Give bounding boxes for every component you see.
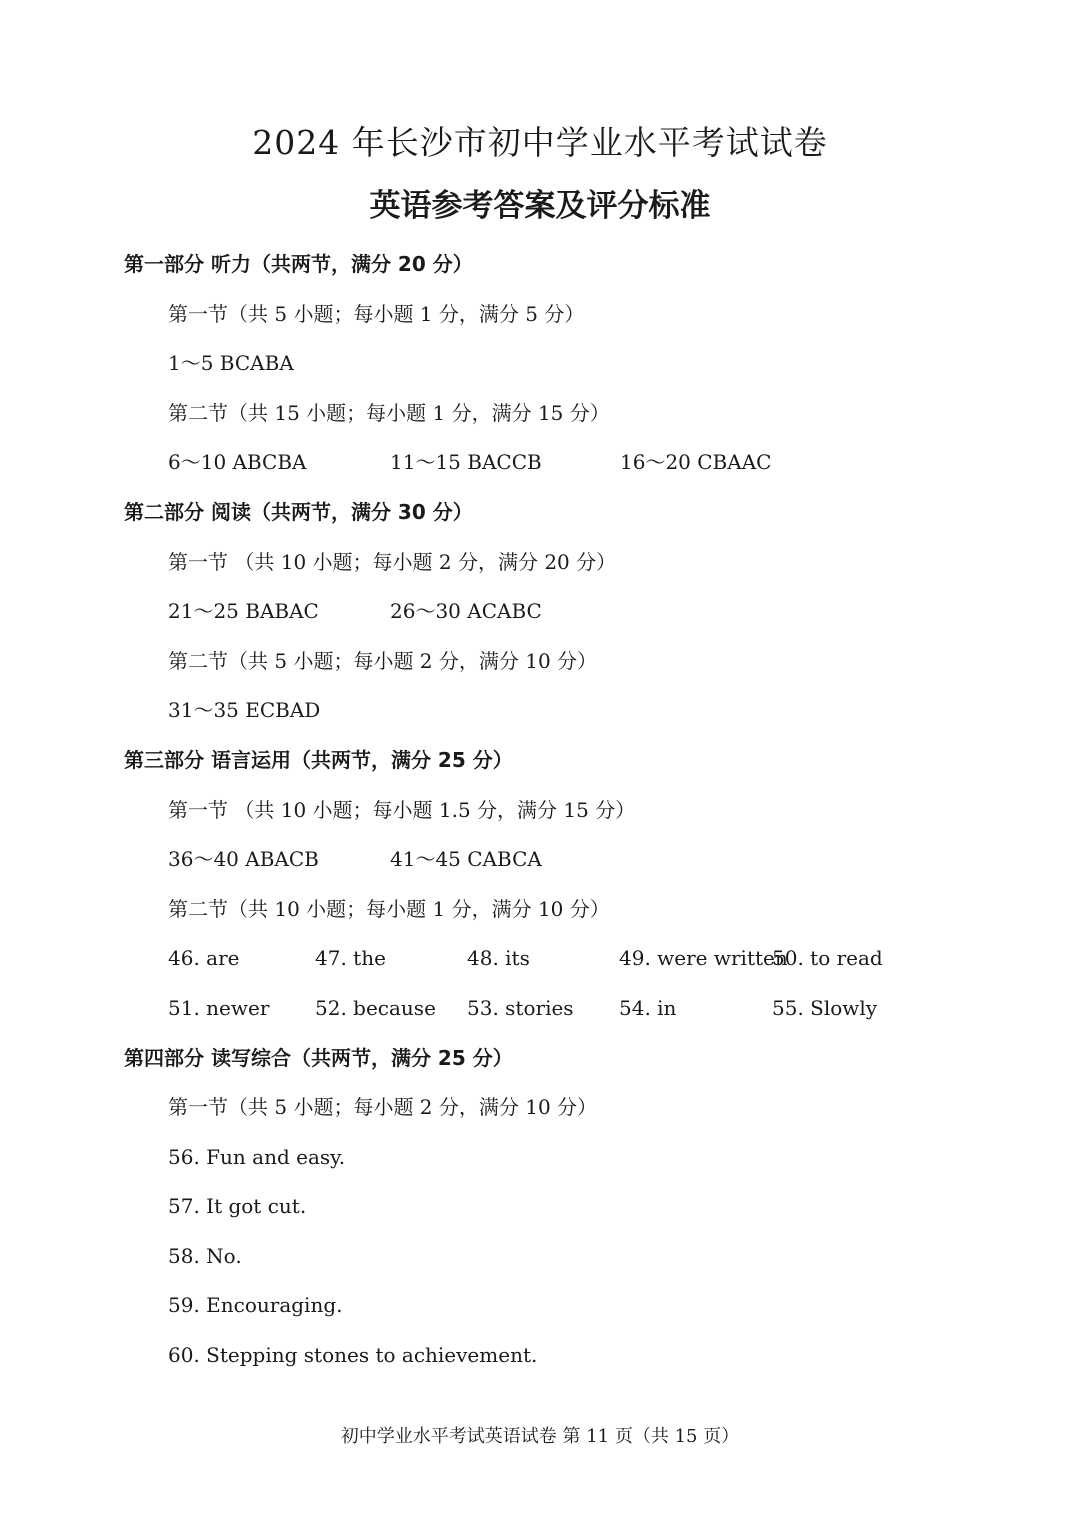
answer-row (0, 835, 1080, 885)
answer-row (0, 438, 1080, 488)
answer-item: 52. because (315, 995, 436, 1020)
answer-row (0, 686, 1080, 736)
answer-item: 55. Slowly (772, 995, 878, 1020)
answer-group: 1～5 BCABA (168, 351, 294, 376)
answer-group: 11～15 BACCB (390, 450, 542, 475)
page-footer: 初中学业水平考试英语试卷 第 11 页（共 15 页） (340, 1426, 740, 1447)
answer-item: 53. stories (467, 995, 574, 1020)
answer-item: 50. to read (772, 946, 883, 971)
answer-group: 21～25 BABAC (168, 599, 319, 624)
answer-group: 16～20 CBAAC (620, 450, 772, 475)
page-subtitle: 英语参考答案及评分标准 (369, 188, 711, 224)
answer-item: 51. newer (168, 995, 270, 1020)
answer-item: 47. the (315, 946, 386, 971)
part-heading-reading-writing: 第四部分 读写综合（共两节，满分 25 分） (124, 1045, 513, 1070)
answer-item: 54. in (619, 995, 677, 1020)
answer-item: 60. Stepping stones to achievement. (168, 1343, 538, 1368)
answer-group: 26～30 ACABC (390, 599, 542, 624)
page-title: 2024 年长沙市初中学业水平考试试卷 (252, 123, 828, 162)
part-heading-reading: 第二部分 阅读（共两节，满分 30 分） (124, 499, 473, 524)
section-heading: 第一节 （共 10 小题；每小题 2 分，满分 20 分） (168, 549, 617, 574)
part-heading-listening: 第一部分 听力（共两节，满分 20 分） (124, 252, 473, 276)
answer-group: 36～40 ABACB (168, 847, 319, 872)
answer-row (0, 339, 1080, 389)
answer-row (0, 984, 1080, 1034)
answer-group: 41～45 CABCA (390, 847, 542, 872)
section-heading: 第一节 （共 10 小题；每小题 1.5 分，满分 15 分） (168, 797, 636, 822)
section-heading: 第二节（共 10 小题；每小题 1 分，满分 10 分） (168, 896, 610, 921)
section-heading: 第二节（共 15 小题；每小题 1 分，满分 15 分） (168, 400, 610, 425)
answer-item: 59. Encouraging. (168, 1293, 343, 1318)
section-heading: 第一节（共 5 小题；每小题 1 分，满分 5 分） (168, 301, 585, 326)
answer-item: 56. Fun and easy. (168, 1144, 346, 1169)
answer-row (0, 934, 1080, 984)
part-heading-language-use: 第三部分 语言运用（共两节，满分 25 分） (124, 747, 513, 772)
answer-group: 6～10 ABCBA (168, 450, 307, 475)
answer-row (0, 587, 1080, 637)
answer-key-content (0, 240, 1080, 1381)
answer-item: 57. It got cut. (168, 1194, 307, 1219)
section-heading: 第二节（共 5 小题；每小题 2 分，满分 10 分） (168, 648, 598, 673)
answer-group: 31～35 ECBAD (168, 698, 321, 723)
answer-item: 46. are (168, 946, 240, 971)
answer-item: 58. No. (168, 1243, 242, 1268)
section-heading: 第一节（共 5 小题；每小题 2 分，满分 10 分） (168, 1095, 598, 1120)
answer-item: 48. its (467, 946, 530, 971)
answer-item: 49. were written (619, 946, 788, 971)
